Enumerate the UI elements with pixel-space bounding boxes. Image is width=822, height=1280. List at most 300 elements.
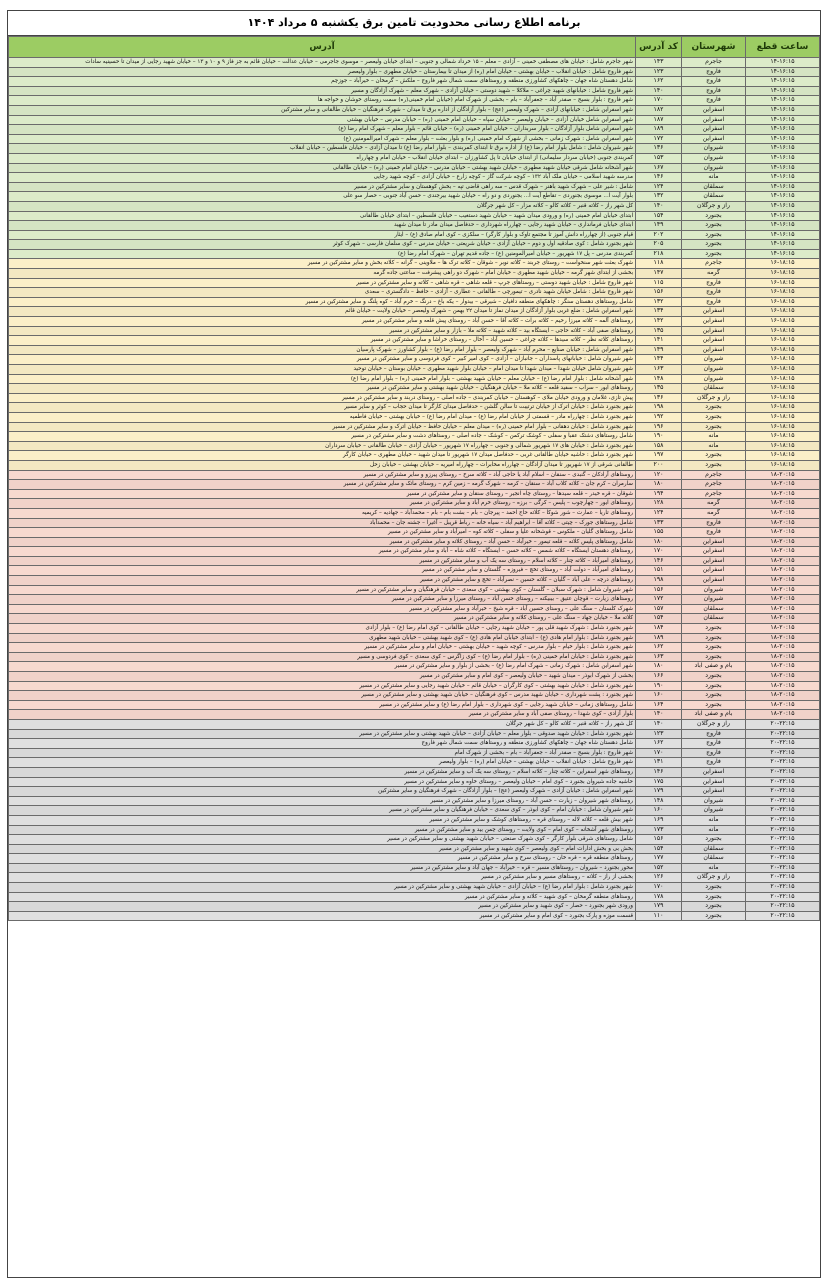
cell-code: ۱۹۷ [636, 451, 682, 461]
cell-code: ۱۵۴ [636, 844, 682, 854]
cell-address: شهر فاروج شامل : شامل خیابان شهید نادری – تیمورچی – طالقانی – عطاری – آزادی – حافظ – دادگستری – سعدی [9, 288, 636, 298]
table-row [9, 595, 820, 605]
cell-time: ۲۰-۲۲:۱۵ [746, 729, 820, 739]
cell-code: ۱۴۳ [636, 58, 682, 68]
cell-time: ۱۴-۱۶:۱۵ [746, 58, 820, 68]
cell-time: ۱۸-۲۰:۱۵ [746, 576, 820, 586]
table-row [9, 317, 820, 327]
cell-address: روستاهای شهر آشخانه – کوی امام – کوی ولایت – روستای چمن بید و سایر مشترکین در مسیر [9, 825, 636, 835]
cell-address: شامل روستاهای دهستان سنگر : چاهکهای منطقه دافیان – شیرقی – بیدوار – یکه باغ – درنگ – خرم آباد – کوه پلنگ و سایر مشترکین در مسیر [9, 297, 636, 307]
cell-code: ۱۲۳ [636, 67, 682, 77]
table-row [9, 902, 820, 912]
cell-code: ۱۴۰ [636, 86, 682, 96]
cell-address: روستاهای صفی آباد – کلاته حاجی – ایستگاه بید – کلاته شهید – کلاته ملا – بازار و سایر مشترکین در مسیر [9, 326, 636, 336]
cell-city: فاروج [682, 96, 746, 106]
cell-city: بجنورد [682, 902, 746, 912]
cell-code: ۱۷۹ [636, 787, 682, 797]
table-row [9, 614, 820, 624]
cell-code: ۱۷۰ [636, 547, 682, 557]
page-title: برنامه اطلاع رسانی محدودیت تامین برق یکشنبه ۵ مرداد ۱۴۰۴ [8, 11, 820, 36]
cell-city: بجنورد [682, 835, 746, 845]
outage-table [8, 36, 820, 921]
table-row [9, 451, 820, 461]
cell-time: ۱۸-۲۰:۱۵ [746, 480, 820, 490]
cell-city: فاروج [682, 758, 746, 768]
col-header-time: ساعت قطع [746, 37, 820, 58]
table-row [9, 537, 820, 547]
cell-address: شامل : شیر علی – شهرک شهید باهنر – شهرک قدس – سه راهی قاضی تپه – بخش کوهستان و سایر مشترکین در مسیر [9, 182, 636, 192]
cell-city: بجنورد [682, 249, 746, 259]
cell-time: ۲۰-۲۲:۱۵ [746, 748, 820, 758]
table-row [9, 173, 820, 183]
cell-time: ۱۶-۱۸:۱۵ [746, 355, 820, 365]
cell-city: بام و صفی آباد [682, 662, 746, 672]
table-row [9, 854, 820, 864]
cell-city: اسفراین [682, 105, 746, 115]
cell-code: ۱۷۰ [636, 883, 682, 893]
cell-city: مانه [682, 441, 746, 451]
table-row [9, 67, 820, 77]
cell-code: ۱۸۰ [636, 480, 682, 490]
cell-city: شیروان [682, 355, 746, 365]
cell-city: سملقان [682, 192, 746, 202]
cell-time: ۱۶-۱۸:۱۵ [746, 384, 820, 394]
cell-address: شهر اسفراین شامل : شهرک زمانی – شهرک امام رضا (ع) – بخشی از بلوار و سایر مشترکین در مسیر [9, 662, 636, 672]
cell-time: ۱۴-۱۶:۱۵ [746, 153, 820, 163]
cell-city: بجنورد [682, 672, 746, 682]
cell-time: ۱۶-۱۸:۱۵ [746, 403, 820, 413]
cell-address: شهر بجنورد شامل : حاشیه خیابان طالقانی غربی – حدفاصل میدان ۱۷ شهریور تا میدان شهید – خیابان مطهری – خیابان کارگر [9, 451, 636, 461]
table-row [9, 787, 820, 797]
cell-address: ابتدای خیابان امام خمینی (ره) و ورودی میدان شهید – خیابان شهید دستغیب – خیابان فلسطین – ابتدای خیابان طالقانی [9, 211, 636, 221]
cell-city: اسفراین [682, 777, 746, 787]
cell-city: سملقان [682, 614, 746, 624]
cell-time: ۲۰-۲۲:۱۵ [746, 815, 820, 825]
cell-address: بخشی از ابتدای شهر گرمه – خیابان شهید مطهری – خیابان امام – شهرک دو راهی پیشرفت – ساعتی جاده گرمه [9, 269, 636, 279]
cell-city: سملقان [682, 182, 746, 192]
cell-address: شامل روستاهای زمانی – خیابان شهید رجایی – کوی شهرداری – بلوار امام رضا (ع) و سایر مشترکین در مسیر [9, 700, 636, 710]
table-row [9, 585, 820, 595]
table-row [9, 863, 820, 873]
cell-city: بجنورد [682, 422, 746, 432]
cell-code: ۱۷۷ [636, 854, 682, 864]
cell-address: کلاته ملا – خیابان جهاد – سنگ علی – روستای کلاته و سایر مشترکین در مسیر [9, 614, 636, 624]
cell-code: ۱۹۲ [636, 412, 682, 422]
cell-time: ۲۰-۲۲:۱۵ [746, 911, 820, 921]
cell-time: ۱۴-۱۶:۱۵ [746, 192, 820, 202]
cell-address: شهر فاروج شامل : خیابان انقلاب – خیابان بهشتی – خیابان امام (ره) از میدان تا بیمارستان – خیابان مطهری – بلوار ولیعصر [9, 67, 636, 77]
cell-city: سملقان [682, 854, 746, 864]
cell-time: ۲۰-۲۲:۱۵ [746, 758, 820, 768]
cell-time: ۱۸-۲۰:۱۵ [746, 518, 820, 528]
cell-address: روستاهای آرادکان – گنبدی – سنقان – اسلام آباد یا حاجی آباد – کلاته سرخ – روستای پیرزو و سایر مشترکین در مسیر [9, 470, 636, 480]
cell-code: ۱۶۲ [636, 739, 682, 749]
cell-code: ۱۳۲ [636, 192, 682, 202]
cell-address: شهر بجنورد شامل : شهرک شهید قلی پور – خیابان شهید رجایی – خیابان طالقانی – کوی امام رضا (ع) – بلوار آزادی [9, 624, 636, 634]
table-row [9, 767, 820, 777]
cell-city: جاجرم [682, 58, 746, 68]
table-row [9, 691, 820, 701]
table-header-row [9, 37, 820, 58]
cell-city: سملقان [682, 604, 746, 614]
table-row [9, 806, 820, 816]
table-row [9, 201, 820, 211]
cell-address: شهر اسفراین شامل : خیابان صنایع – محرم آباد – شهرک ولیعصر – بلوار امام رضا (ع) – بلوار کشاورز – شهرک پارسیان [9, 345, 636, 355]
cell-city: گرمه [682, 269, 746, 279]
table-row [9, 508, 820, 518]
cell-city: جاجرم [682, 470, 746, 480]
cell-code: ۱۹۸ [636, 403, 682, 413]
col-header-address: آدرس [9, 37, 636, 58]
cell-address: شهر اسفراین شامل بلوار آزادگان – بلوار سربداران – خیابان امام خمینی (ره) – خیابان قائم – بلوار معلم – شهرک امام رضا (ع) [9, 125, 636, 135]
table-row [9, 815, 820, 825]
table-row [9, 240, 820, 250]
cell-code: ۱۷۸ [636, 892, 682, 902]
cell-time: ۱۴-۱۶:۱۵ [746, 230, 820, 240]
cell-code: ۱۹۶ [636, 422, 682, 432]
cell-time: ۱۶-۱۸:۱۵ [746, 278, 820, 288]
cell-code: ۱۸۹ [636, 125, 682, 135]
table-row [9, 96, 820, 106]
cell-code: ۱۹۴ [636, 489, 682, 499]
cell-code: ۱۸۹ [636, 633, 682, 643]
table-row [9, 115, 820, 125]
cell-code: ۱۳۲ [636, 297, 682, 307]
cell-time: ۱۶-۱۸:۱۵ [746, 326, 820, 336]
cell-time: ۱۸-۲۰:۱۵ [746, 528, 820, 538]
cell-city: بام و صفی آباد [682, 710, 746, 720]
cell-code: ۱۹۰ [636, 432, 682, 442]
cell-time: ۱۶-۱۸:۱۵ [746, 259, 820, 269]
cell-time: ۱۸-۲۰:۱۵ [746, 604, 820, 614]
cell-code: ۱۶۰ [636, 806, 682, 816]
cell-code: ۱۴۶ [636, 173, 682, 183]
table-row [9, 403, 820, 413]
table-row [9, 374, 820, 384]
cell-city: شیروان [682, 806, 746, 816]
table-row [9, 624, 820, 634]
cell-city: بجنورد [682, 892, 746, 902]
cell-address: شهر بجنورد شامل : کوی صادقیه اول و دوم – خیابان آزادی – خیابان شریعتی – خیابان مدرس – کوی سلمان فارسی – شهرک کوثر [9, 240, 636, 250]
cell-code: ۱۳۳ [636, 518, 682, 528]
cell-time: ۲۰-۲۲:۱۵ [746, 835, 820, 845]
table-row [9, 393, 820, 403]
cell-code: ۱۵۵ [636, 528, 682, 538]
cell-city: بجنورد [682, 624, 746, 634]
table-body [9, 58, 820, 921]
table-row [9, 221, 820, 231]
cell-address: شهر بجنورد شامل : خیابان شهید بهشتی – کوی کارگران – خیابان قائم – خیابان شهید رجایی و سایر مشترکین در مسیر [9, 681, 636, 691]
cell-time: ۱۸-۲۰:۱۵ [746, 614, 820, 624]
cell-city: بجنورد [682, 230, 746, 240]
cell-address: شوقان – قره خیدر – قلعه سیدها – روستای چاه انجیر – روستای سنقان و سایر مشترکین در مسیر [9, 489, 636, 499]
table-row [9, 182, 820, 192]
cell-city: اسفراین [682, 787, 746, 797]
cell-city: گرمه [682, 499, 746, 509]
table-row [9, 355, 820, 365]
cell-address: طالقانی شرقی از ۱۷ شهریور تا میدان آزادگان – چهارراه مخابرات – چهارراه امیریه – خیابان بهشتی – خیابان زحل [9, 460, 636, 470]
table-row [9, 777, 820, 787]
table-row [9, 365, 820, 375]
cell-time: ۱۶-۱۸:۱۵ [746, 307, 820, 317]
table-row [9, 307, 820, 317]
cell-time: ۱۸-۲۰:۱۵ [746, 624, 820, 634]
table-row [9, 604, 820, 614]
cell-address: بخشی از شهرک ابوذر – میدان شهید – خیابان ولیعصر – کوی امام و سایر مشترکین در مسیر [9, 672, 636, 682]
cell-time: ۱۴-۱۶:۱۵ [746, 86, 820, 96]
cell-address: شهر فاروج : بلوار بسیج – صفدر آباد – جعفرآباد – بام – بخشی از شهرک امام [9, 748, 636, 758]
cell-address: شهر بیش قلعه – کلاته لاله – روستای قره – روستاهای کوشک و سایر مشترکین در مسیر [9, 815, 636, 825]
cell-code: ۱۳۵ [636, 384, 682, 394]
cell-time: ۱۶-۱۸:۱۵ [746, 451, 820, 461]
table-row [9, 432, 820, 442]
cell-time: ۱۶-۱۸:۱۵ [746, 297, 820, 307]
cell-code: ۱۵۶ [636, 835, 682, 845]
cell-code: ۱۳۶ [636, 144, 682, 154]
table-row [9, 288, 820, 298]
cell-city: راز و جرگلان [682, 873, 746, 883]
cell-code: ۱۱۰ [636, 911, 682, 921]
cell-time: ۱۶-۱۸:۱۵ [746, 393, 820, 403]
cell-address: شهر اسفراین شامل : خیابانهای آزادی – شهرک ولیعصر (عج) – بلوار آزادگان از اداره برق تا میدان – شهرک فرهنگیان – خیابان طالقانی و سایر مشترکین [9, 105, 636, 115]
cell-city: اسفراین [682, 115, 746, 125]
table-row [9, 576, 820, 586]
cell-city: فاروج [682, 297, 746, 307]
cell-code: ۱۴۲ [636, 317, 682, 327]
cell-time: ۱۴-۱۶:۱۵ [746, 96, 820, 106]
cell-code: ۱۷۵ [636, 777, 682, 787]
cell-time: ۱۴-۱۶:۱۵ [746, 240, 820, 250]
cell-time: ۲۰-۲۲:۱۵ [746, 844, 820, 854]
cell-city: سملقان [682, 384, 746, 394]
cell-city: اسفراین [682, 326, 746, 336]
cell-city: بجنورد [682, 681, 746, 691]
cell-code: ۱۳۱ [636, 758, 682, 768]
cell-address: حاشیه جاده شیروان بجنورد – کوی امام – خیابان ولیعصر – روستای خاوه و سایر مشترکین در مسیر [9, 777, 636, 787]
cell-address: شهر شیروان شامل : خیابانهای پاسداران – جانبازان – آزادی – کوی امیر کبیر – کوی فردوسی و سایر مشترکین در مسیر [9, 355, 636, 365]
cell-address: شهر بجنورد شامل : خیابان دهقانی – بلوار امام خمینی (ره) – میدان معلم – خیابان حافظ – خیابان اترک و سایر مشترکین در مسیر [9, 422, 636, 432]
cell-code: ۲۰۰ [636, 460, 682, 470]
cell-code: ۱۶۳ [636, 652, 682, 662]
cell-code: ۱۳۴ [636, 307, 682, 317]
cell-address: شامل روستاهای جورک – چیتی – کلاته آقا – ابراهیم آباد – سیاه خانه – رباط قریبل – آغیرا – جشنه جان – محمدآباد [9, 518, 636, 528]
cell-address: کمربندی مدرس – پل ۱۷ شهریور – خیابان امیرالمومنین (ع) – جاده قدیم تهران – شهرک امام رضا (ع) [9, 249, 636, 259]
table-row [9, 384, 820, 394]
cell-city: بجنورد [682, 240, 746, 250]
cell-code: ۱۶۲ [636, 643, 682, 653]
table-row [9, 211, 820, 221]
cell-address: شهر بجنورد شامل : بلوار امام رضا (ع) – خیابان آزادی – خیابان شهید بهشتی و سایر مشترکین در مسیر [9, 883, 636, 893]
cell-time: ۱۸-۲۰:۱۵ [746, 643, 820, 653]
cell-code: ۱۷۹ [636, 902, 682, 912]
cell-time: ۱۸-۲۰:۱۵ [746, 470, 820, 480]
cell-city: مانه [682, 825, 746, 835]
cell-code: ۱۱۵ [636, 278, 682, 288]
table-row [9, 441, 820, 451]
cell-time: ۱۴-۱۶:۱۵ [746, 77, 820, 87]
cell-code: ۱۹۰ [636, 681, 682, 691]
cell-address: شامل دهستان شاه جهان – چاهکهای کشاورزی منطقه و روستاهای سمت شمال شهر فاروج [9, 739, 636, 749]
cell-address: شهر فاروج شامل : خیابان شهید دوستی – روستاهای جرپ – قلعه شاهی – قره شاهی – کلاته و سایر مشترکین در مسیر [9, 278, 636, 288]
table-row [9, 230, 820, 240]
cell-address: محور بجنورد – شیروان – روستاهای مسیر – قره – خیرآباد – جهان آباد و سایر مشترکین در مسیر [9, 863, 636, 873]
cell-code: ۱۴۸ [636, 796, 682, 806]
cell-code: ۱۷۰ [636, 96, 682, 106]
cell-code: ۱۵۸ [636, 441, 682, 451]
cell-time: ۱۸-۲۰:۱۵ [746, 508, 820, 518]
cell-time: ۱۸-۲۰:۱۵ [746, 489, 820, 499]
cell-city: اسفراین [682, 134, 746, 144]
table-row [9, 58, 820, 68]
cell-time: ۲۰-۲۲:۱۵ [746, 873, 820, 883]
cell-city: مانه [682, 815, 746, 825]
table-row [9, 547, 820, 557]
cell-code: ۱۴۴ [636, 355, 682, 365]
cell-time: ۱۸-۲۰:۱۵ [746, 633, 820, 643]
cell-city: بجنورد [682, 403, 746, 413]
cell-address: سارمران – کرم جان – کلاته کلاب آباد – سنقان – کرمه – شهرک گرمه – زمین کرم – روستای ماتک و سایر مشترکین در مسیر [9, 480, 636, 490]
cell-time: ۱۸-۲۰:۱۵ [746, 681, 820, 691]
table-row [9, 153, 820, 163]
cell-time: ۱۶-۱۸:۱۵ [746, 336, 820, 346]
cell-city: بجنورد [682, 911, 746, 921]
cell-time: ۱۴-۱۶:۱۵ [746, 221, 820, 231]
cell-time: ۱۴-۱۶:۱۵ [746, 211, 820, 221]
cell-code: ۱۸۷ [636, 115, 682, 125]
table-row [9, 672, 820, 682]
table-row [9, 835, 820, 845]
cell-time: ۱۸-۲۰:۱۵ [746, 556, 820, 566]
cell-code: ۱۶۹ [636, 815, 682, 825]
cell-code: ۱۴۰ [636, 201, 682, 211]
cell-address: شهر شیروان شامل خیابان شهدا – میدان شهدا تا میدان امام – خیابان بلوار شهید مطهری – خیابان بوستان – خیابان توحید [9, 365, 636, 375]
cell-address: شهر جاجرم شامل : خیابان های مصطفی خمینی – آزادی – معلم – ۱۵ خرداد شمالی و جنوبی – ابتدای خیابان ولیعصر – موسوی جاجرمی – خیابان عدالت – خیابان قائم به جز فاز ۹ و ۱۰ و ۱۳ – خیابان شهید رجایی از میدان تا حسینیه سادات [9, 58, 636, 68]
table-row [9, 758, 820, 768]
cell-address: روستاهای شهر اسفراین – کلاته چنار – کلاته اسلام – روستای سه یک آب و سایر مشترکین در مسیر [9, 767, 636, 777]
cell-code: ۱۸۰ [636, 662, 682, 672]
cell-code: ۱۸۴ [636, 624, 682, 634]
cell-address: ابتدای خیابان فرمانداری – خیابان شهید رجایی – چهارراه شهرداری – حدفاصل میدان مادر تا میدان شهید [9, 221, 636, 231]
cell-address: روستاهای منطقه گرمخان – کوی شهید – کلاته و سایر مشترکین در مسیر [9, 892, 636, 902]
cell-time: ۱۸-۲۰:۱۵ [746, 710, 820, 720]
table-row [9, 422, 820, 432]
table-row [9, 134, 820, 144]
cell-city: اسفراین [682, 537, 746, 547]
col-header-city: شهرستان [682, 37, 746, 58]
col-header-code: کد آدرس [636, 37, 682, 58]
cell-code: ۱۹۸ [636, 576, 682, 586]
table-row [9, 278, 820, 288]
table-row [9, 892, 820, 902]
cell-time: ۲۰-۲۲:۱۵ [746, 883, 820, 893]
table-row [9, 336, 820, 346]
cell-code: ۱۸۲ [636, 105, 682, 115]
cell-address: شهر شیروان شامل : شهرک سبلان – گلستان – کوی بهشتی – کوی سعدی – خیابان فرهنگیان و سایر مشترکین در مسیر [9, 585, 636, 595]
cell-time: ۱۶-۱۸:۱۵ [746, 412, 820, 422]
cell-code: ۱۵۱ [636, 566, 682, 576]
table-row [9, 796, 820, 806]
cell-code: ۱۶۷ [636, 163, 682, 173]
cell-time: ۱۸-۲۰:۱۵ [746, 537, 820, 547]
cell-code: ۱۶۴ [636, 700, 682, 710]
table-row [9, 911, 820, 921]
cell-time: ۱۸-۲۰:۱۵ [746, 672, 820, 682]
table-row [9, 326, 820, 336]
cell-city: اسفراین [682, 125, 746, 135]
cell-address: شهر بجنورد شامل : چهارراه مادر – قسمتی از خیابان امام رضا (ع) – میدان امام رضا (ع) – خیابان بهشتی – خیابان فاطمیه [9, 412, 636, 422]
table-row [9, 729, 820, 739]
cell-address: مدرسه شهید اسلامی – خیابان ملک آباد ۱۳۲ – کوچه شرکت گاز – کوچه زارع – خیابان آزادی – کوچه شهید رجایی [9, 173, 636, 183]
cell-code: ۱۴۱ [636, 336, 682, 346]
cell-time: ۱۸-۲۰:۱۵ [746, 691, 820, 701]
cell-address: شهر آشخانه شامل : بلوار امام رضا (ع) – خیابان معلم – خیابان شهید بهشتی – بلوار امام خمینی (ره) – بلوار امام رضا (ع) [9, 374, 636, 384]
cell-address: شهر بجنورد شامل : خیابان اترک از خیابان ترتیبت تا سالن گلشن – حدفاصل میدان کارگر تا میدان حجاب – کوثر و سایر مسیر [9, 403, 636, 413]
cell-city: فاروج [682, 86, 746, 96]
cell-city: شیروان [682, 153, 746, 163]
cell-address: پیش تازی، غلامان و ورودی خیابان ملای – کوهستان – خیابان کمربندی – جاده اصلی – روستای دربند و سایر مشترکین در مسیر [9, 393, 636, 403]
table-row [9, 480, 820, 490]
table-row [9, 825, 820, 835]
table-row [9, 412, 820, 422]
cell-address: شهر اسفراین شامل خیابان آزادی – خیابان ولیعصر – خیابان سپاه – خیابان امام خمینی (ره) – خیابان مدرس – خیابان بهشتی [9, 115, 636, 125]
cell-city: اسفراین [682, 547, 746, 557]
cell-city: فاروج [682, 528, 746, 538]
table-row [9, 844, 820, 854]
cell-city: بجنورد [682, 451, 746, 461]
cell-city: فاروج [682, 67, 746, 77]
cell-city: بجنورد [682, 633, 746, 643]
cell-code: ۱۴۶ [636, 556, 682, 566]
table-row [9, 345, 820, 355]
table-row [9, 77, 820, 87]
cell-city: شیروان [682, 374, 746, 384]
cell-time: ۱۴-۱۶:۱۵ [746, 67, 820, 77]
cell-time: ۲۰-۲۲:۱۵ [746, 787, 820, 797]
cell-time: ۱۶-۱۸:۱۵ [746, 345, 820, 355]
cell-code: ۱۴۰ [636, 719, 682, 729]
table-row [9, 269, 820, 279]
cell-time: ۲۰-۲۲:۱۵ [746, 767, 820, 777]
table-row [9, 144, 820, 154]
cell-address: روستاهای منطقه قره – قره خان – روستای سرخ و سایر مشترکین در مسیر [9, 854, 636, 864]
cell-time: ۱۸-۲۰:۱۵ [746, 499, 820, 509]
cell-code: ۲۰۲ [636, 230, 682, 240]
cell-time: ۲۰-۲۲:۱۵ [746, 739, 820, 749]
cell-address: روستاهای زیارت – قوچان عتیق – بیبیکنه – روستای حسن آباد – روستای میرزا و سایر مشترکین در مسیر [9, 595, 636, 605]
cell-code: ۱۵۴ [636, 211, 682, 221]
cell-address: شهر شیروان شامل : خیابان امام – کوی ابوذر – کوی سعدی – خیابان فرهنگیان و سایر مشترکین در مسیر [9, 806, 636, 816]
cell-time: ۱۴-۱۶:۱۵ [746, 182, 820, 192]
cell-address: شهر بجنورد شامل : بلوار خیام – بلوار مدرس – کوچه شهید – خیابان بهشتی – خیابان امام و سایر مشترکین در مسیر [9, 643, 636, 653]
cell-code: ۱۷۳ [636, 825, 682, 835]
cell-city: بجنورد [682, 221, 746, 231]
cell-time: ۱۶-۱۸:۱۵ [746, 432, 820, 442]
cell-address: شهر بجنورد شامل : خیابان امام خمینی (ره) – بلوار امام رضا (ع) – کوی زاگرس – کوی سعدی – کوی فردوسی و مسیر [9, 652, 636, 662]
table-row [9, 489, 820, 499]
cell-code: ۱۷۰ [636, 748, 682, 758]
cell-city: بجنورد [682, 412, 746, 422]
cell-address: روستاهای امیرآباد – کلاته چنار – کلاته اسلام – روستای سه یک آب و سایر مشترکین در مسیر [9, 556, 636, 566]
cell-code: ۱۸۰ [636, 537, 682, 547]
cell-address: روستاهای آلمه – کلاته میرزا رحیم – کلاته برات – کلاته آقا – حسن آباد – روستای پیش قلعه و سایر مشترکین در مسیر [9, 317, 636, 327]
cell-address: قیام جنوبی (از چهارراه دانش آموز تا مجتمع تاوک و بلوار کارگر) – سلکزی – کوی امام صادق (ع) – ایثار [9, 230, 636, 240]
cell-code: ۱۷۲ [636, 134, 682, 144]
cell-city: اسفراین [682, 566, 746, 576]
cell-time: ۱۴-۱۶:۱۵ [746, 144, 820, 154]
cell-city: جاجرم [682, 480, 746, 490]
cell-code: ۱۵۶ [636, 585, 682, 595]
cell-address: شهر فاروج شامل : خیابان انقلاب – خیابان بهشتی – خیابان امام (ره) – بلوار ولیعصر [9, 758, 636, 768]
